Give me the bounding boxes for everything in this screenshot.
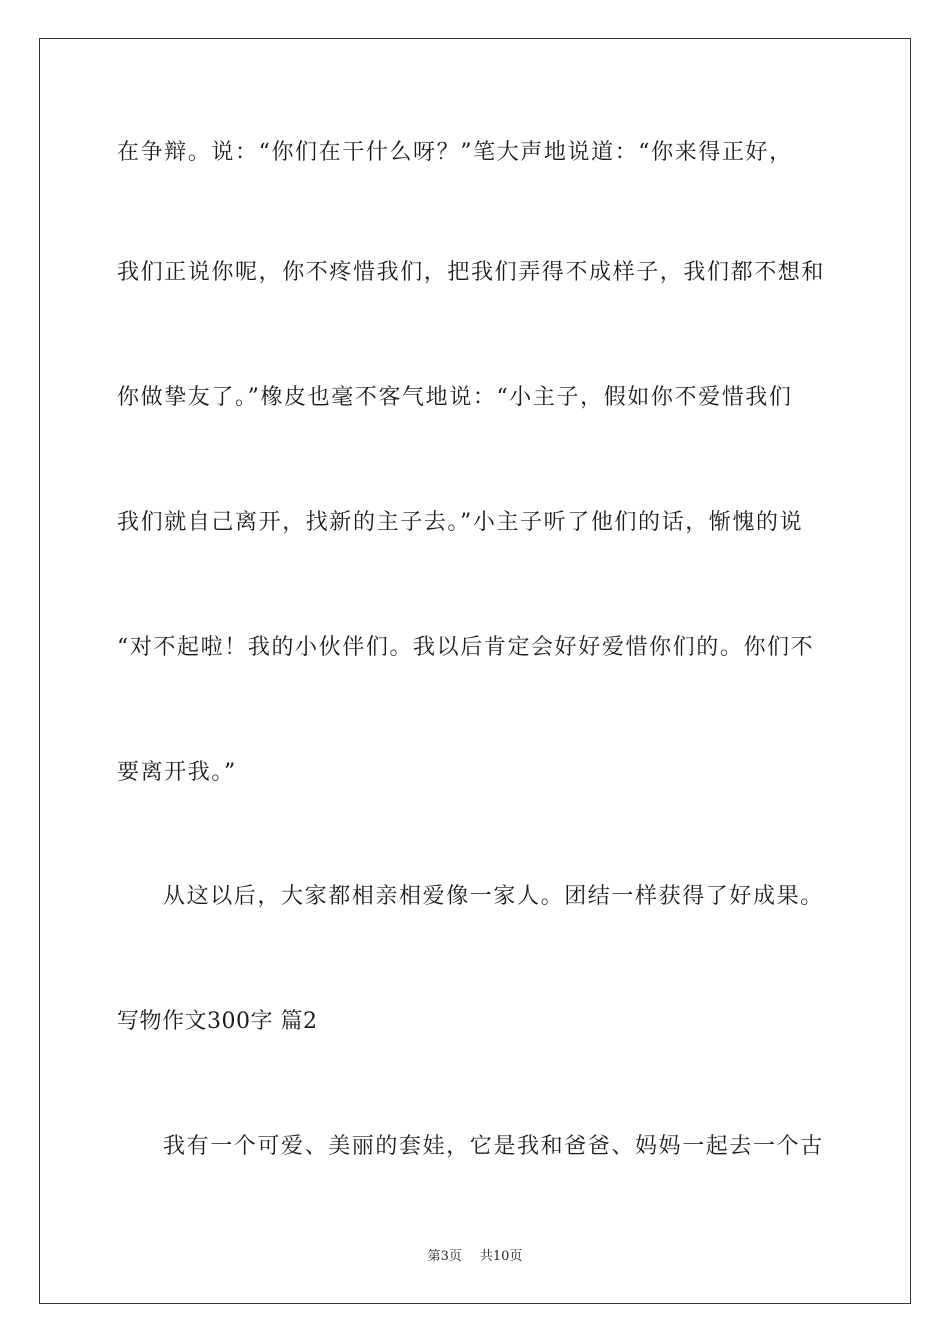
text-line: 我们正说你呢，你不疼惜我们，把我们弄得不成样子，我们都不想和 xyxy=(117,260,826,285)
text-line: 在争辩。说：“你们在干什么呀？”笔大声地说道：“你来得正好， xyxy=(117,140,793,165)
section-heading: 写物作文300字 篇2 xyxy=(117,1009,318,1034)
page-total: 共10页 xyxy=(479,1249,523,1264)
paragraph-first-line: 我有一个可爱、美丽的套娃，它是我和爸爸、妈妈一起去一个古 xyxy=(163,1134,824,1159)
text-line: 我们就自己离开，找新的主子去。”小主子听了他们的话，惭愧的说 xyxy=(117,510,804,535)
paragraph-first-line: 从这以后，大家都相亲相爱像一家人。团结一样获得了好成果。 xyxy=(163,884,824,909)
text-line: “对不起啦！我的小伙伴们。我以后肯定会好好爱惜你们的。你们不 xyxy=(117,635,815,660)
text-line: 要离开我。” xyxy=(117,760,237,785)
text-line: 你做挚友了。”橡皮也毫不客气地说：“小主子，假如你不爱惜我们 xyxy=(117,385,793,410)
page-number: 第3页 xyxy=(427,1249,462,1264)
page-border xyxy=(39,38,911,1304)
page-footer xyxy=(0,1248,950,1266)
